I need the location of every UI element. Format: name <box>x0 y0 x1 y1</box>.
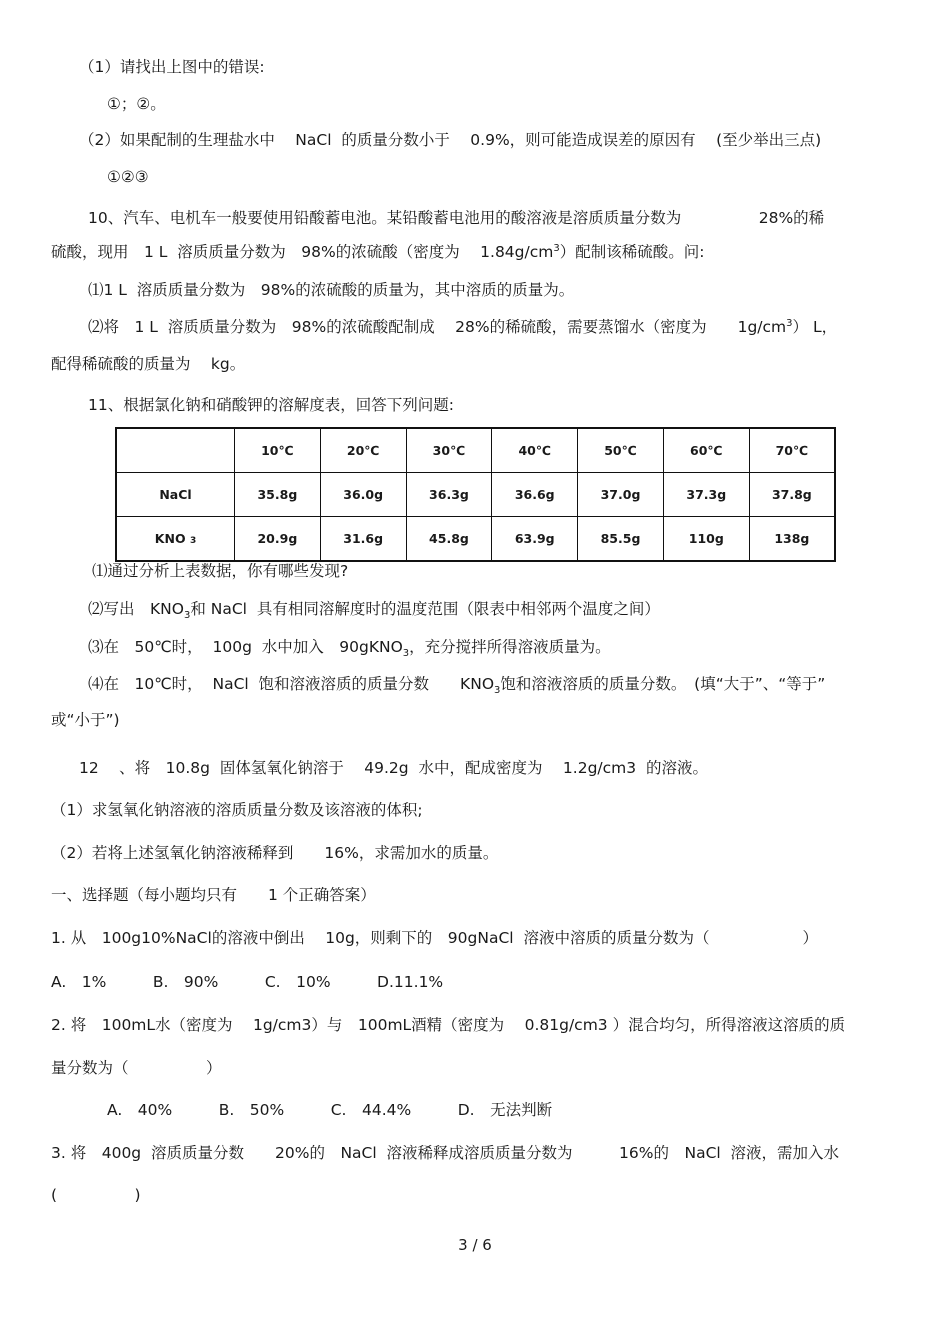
table-header-cell: 40℃ <box>492 428 578 473</box>
q10-part1: ⑴1 L 溶质质量分数为 98%的浓硫酸的质量为，其中溶质的质量为。 <box>88 281 575 299</box>
table-row <box>116 473 835 517</box>
row-label: NaCl <box>116 473 235 517</box>
q10-stem-continued: 硫酸，现用 1 L 溶质质量分数为 98%的浓硫酸（密度为 $1.84g/cm^3$）配制该稀硫酸。问: <box>51 243 705 261</box>
table-cell: 37.0g <box>578 473 664 517</box>
table-cell: 37.3g <box>663 473 749 517</box>
table-cell: 37.8g <box>749 473 835 517</box>
table-cell: 138g <box>749 517 835 562</box>
table-cell: 35.8g <box>235 473 321 517</box>
table-header-cell: 60℃ <box>663 428 749 473</box>
table-header-cell <box>116 428 235 473</box>
q10-part2: ⑵将 1 L 溶质质量分数为 98%的浓硫酸配制成 28%的稀硫酸，需要蒸馏水（密度为 $1g/cm^3$） L， <box>88 318 838 336</box>
table-header-cell: 50℃ <box>578 428 664 473</box>
section-heading: 一、选择题（每小题均只有 1 个正确答案） <box>51 886 376 904</box>
table-cell: 85.5g <box>578 517 664 562</box>
table-header-cell: 10℃ <box>235 428 321 473</box>
q10-part2-continued: 配得稀硫酸的质量为 kg。 <box>51 355 246 373</box>
choice-q1-options: A. 1% B. 90% C. 10% D.11.1% <box>51 973 444 991</box>
table-cell: 45.8g <box>406 517 492 562</box>
q12-stem: 12 、将 10.8g 固体氢氧化钠溶于 49.2g 水中，配成密度为 1.2g/cm3 的溶液。 <box>79 759 708 777</box>
choice-q2-options: A. 40% B. 50% C. 44.4% D. 无法判断 <box>107 1101 553 1119</box>
table-header-cell: 20℃ <box>320 428 406 473</box>
choice-q2: 2. 将 100mL水（密度为 1g/cm3）与 100mL酒精（密度为 0.81g/cm3 ）混合均匀，所得溶液这溶质的质 <box>51 1016 846 1034</box>
table-header-cell: 30℃ <box>406 428 492 473</box>
table-cell: 36.3g <box>406 473 492 517</box>
table-header-row <box>116 428 835 473</box>
q12-part2: （2）若将上述氢氧化钠溶液稀释到 16%，求需加水的质量。 <box>51 844 499 862</box>
table-row <box>116 517 835 562</box>
table-cell: 63.9g <box>492 517 578 562</box>
q10-stem: 10、汽车、电机车一般要使用铅酸蓄电池。某铅酸蓄电池用的酸溶液是溶质质量分数为 28%的稀 <box>88 209 825 227</box>
table-cell: 110g <box>663 517 749 562</box>
q11-part2: ⑵写出 $KNO_3$和 NaCl 具有相同溶解度时的温度范围（限表中相邻两个温度之间） <box>88 600 660 621</box>
q9-part1-answer: ①；②。 <box>107 95 166 113</box>
q11-part3: ⑶在 50℃时， 100g 水中加入 90gKNO$_3$，充分搅拌所得溶液质量为。 <box>88 638 611 659</box>
row-label: KNO 3 <box>116 517 235 562</box>
q11-part1: ⑴通过分析上表数据，你有哪些发现? <box>92 562 349 580</box>
q11-stem: 11、根据氯化钠和硝酸钾的溶解度表，回答下列问题: <box>88 396 454 414</box>
table-cell: 31.6g <box>320 517 406 562</box>
q9-part1: （1）请找出上图中的错误: <box>79 58 265 76</box>
q9-part2: （2）如果配制的生理盐水中 NaCl 的质量分数小于 0.9%，则可能造成误差的原因有 (至少举出三点) <box>79 131 822 149</box>
choice-q1: 1. 从 100g10%NaCl的溶液中倒出 10g，则剩下的 90gNaCl 溶液中溶质的质量分数为（ ） <box>51 929 818 947</box>
q11-part4-continued: 或“小于”) <box>51 711 120 729</box>
q9-part2-answer: ①②③ <box>107 168 149 186</box>
table-cell: 36.0g <box>320 473 406 517</box>
choice-q3: 3. 将 400g 溶质质量分数 20%的 NaCl 溶液稀释成溶质质量分数为 16%的 NaCl 溶液，需加入水 <box>51 1144 840 1162</box>
page-number: 3 / 6 <box>458 1236 492 1254</box>
table-cell: 20.9g <box>235 517 321 562</box>
table-header-cell: 70℃ <box>749 428 835 473</box>
choice-q3-continued: ( ) <box>51 1186 141 1204</box>
choice-q2-continued: 量分数为（ ） <box>51 1059 222 1077</box>
table-cell: 36.6g <box>492 473 578 517</box>
solubility-table <box>115 427 836 562</box>
q11-part4: ⑷在 10℃时， NaCl 饱和溶液溶质的质量分数 $KNO_3$饱和溶液溶质的质量分数。 (填“大于”、“等于” <box>88 675 826 696</box>
q12-part1: （1）求氢氧化钠溶液的溶质质量分数及该溶液的体积; <box>51 801 423 819</box>
